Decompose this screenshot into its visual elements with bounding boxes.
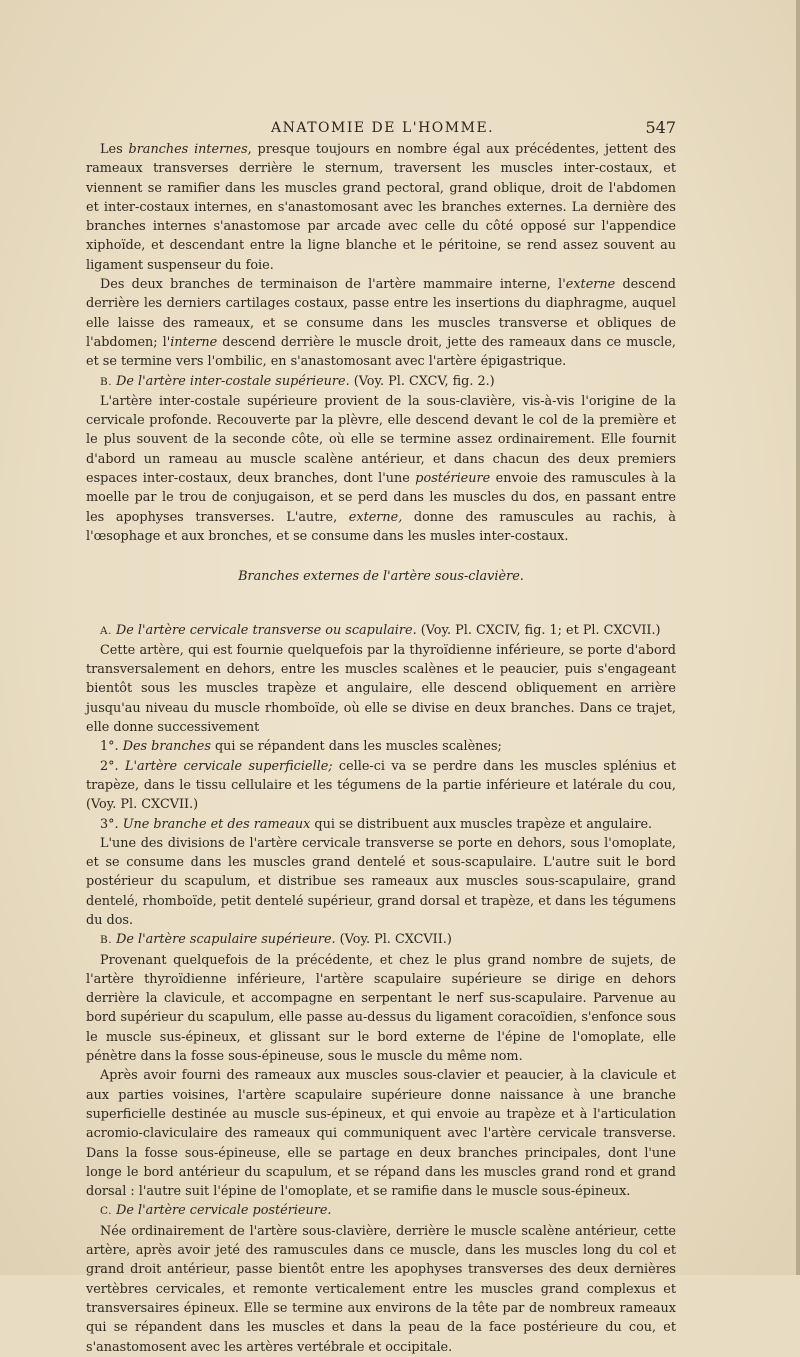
list-item-1 <box>86 737 676 756</box>
paragraph-cervicale-transverse <box>86 641 676 737</box>
text-run: qui se répandent dans les muscles scalènes; <box>210 739 502 755</box>
page-header <box>86 120 676 140</box>
list-number: 3°. <box>100 816 123 832</box>
list-item-2 <box>86 757 676 815</box>
paragraph-branches-internes <box>86 140 676 275</box>
paragraph-scapulaire-rameaux <box>86 1066 676 1201</box>
text-run: donne des ramuscules au rachis, à l'œsophage et aux bronches, et se consume dans les musles inter-costaux. <box>86 509 676 544</box>
subheading-cervicale-posterieure <box>86 1201 676 1221</box>
italic-term: Des branches <box>122 739 211 755</box>
text-run: descend derrière les derniers cartilages costaux, passe entre les insertions du diaphragme, auquel elle laisse des rameaux, et se consume dans les muscles transverse et obliques de l'abdomen; l' <box>86 277 676 350</box>
text-run: celle-ci va se perdre dans les muscles splénius et trapèze, dans le tissu cellulaire et les tégumens de la partie inférieure et latérale du cou, (Voy. Pl. CXCVII.) <box>86 758 676 813</box>
subheading-label: A. <box>100 624 112 637</box>
running-title: ANATOMIE DE L'HOMME. <box>271 120 495 136</box>
text-run: Après avoir fourni des rameaux aux muscles sous-clavier et peaucier, à la clavicule et aux parties voisines, l'artère scapulaire supérieure donne naissance à une branche superficielle destinée au muscle sus-épineux, et qui envoie au trapèze et à l'articulation acromio-claviculaire des rameaux qui communiquent avec l'artère cervicale transverse. Dans la fosse sous-épineuse, elle se partage en deux branches principales, dont l'une longe le bord antérieur du scapulum, et se répand dans les muscles grand rond et grand dorsal : l'autre suit l'épine de l'omoplate, et se ramifie dans le muscle sous-épineux. <box>86 1068 676 1200</box>
subheading-title: De l'artère cervicale postérieure. <box>116 1203 332 1219</box>
paragraph-cervicale-posterieure <box>86 1222 676 1357</box>
text-run: , presque toujours en nombre égal aux précédentes, jettent des rameaux transverses derrière le sternum, traversent les muscles inter-costaux, et viennent se ramifier dans les muscles grand pectoral, grand oblique, droit de l'abdomen et inter-costaux internes, en s'anastomosant avec les branches externes. La dernière des branches internes s'anastomose par arcade avec celle du côté opposé sur l'appendice xiphoïde, et descendant entre la ligne blanche et le péritoine, se rend assez souvent au ligament suspenseur du foie. <box>86 142 676 273</box>
list-number: 1°. <box>100 739 123 755</box>
text-run: Cette artère, qui est fournie quelquefois par la thyroïdienne inférieure, se porte d'abord transversalement en dehors, entre les muscles scalènes et le peaucier, puis s'engageant bientôt sous les muscles trapèze et angulaire, elle descend obliquement en arrière jusqu'au niveau du muscle rhomboïde, où elle se divise en deux branches. Dans ce trajet, elle donne successivement <box>86 642 676 736</box>
subheading-title: De l'artère inter-costale supérieure. <box>116 373 350 389</box>
italic-term: L'artère cervicale superficielle; <box>124 758 333 774</box>
subheading-title: De l'artère scapulaire supérieure. <box>116 932 336 948</box>
subheading-scapulaire-superieure <box>86 930 676 950</box>
text-run: Des deux branches de terminaison de l'artère mammaire interne, l' <box>100 277 566 293</box>
paragraph-branches-terminaison <box>86 275 676 371</box>
plate-reference: (Voy. Pl. CXCVII.) <box>335 932 452 948</box>
text-run: Les <box>100 142 129 157</box>
list-item-3 <box>86 815 676 834</box>
list-number: 2°. <box>100 758 125 774</box>
italic-term: Une branche et des rameaux <box>122 816 311 832</box>
italic-term: externe, <box>348 509 403 525</box>
subheading-label: B. <box>100 375 113 388</box>
subheading-cervicale-transverse <box>86 621 676 641</box>
subheading-title: De l'artère cervicale transverse ou scapulaire. <box>116 622 417 638</box>
subheading-inter-costale <box>86 372 676 392</box>
text-run: envoie des ramuscules à la moelle par le trou de conjugaison, et se perd dans les muscles du dos, en passant entre les apophyses transverses. L'autre, <box>86 471 676 525</box>
paragraph-scapulaire-origine <box>86 951 676 1067</box>
text-run: L'artère inter-costale supérieure provient de la sous-clavière, vis-à-vis l'origine de la cervicale profonde. Recouverte par la plèvre, elle descend devant le col de la première et le plus souvent de la seconde côte, où elle se termine assez ordinairement. Elle fournit d'abord un rameau au muscle scalène antérieur, et dans chacun des deux premiers espaces inter-costaux, deux branches, dont l'une <box>86 393 676 487</box>
italic-term: branches internes <box>128 142 248 157</box>
text-run: Provenant quelquefois de la précédente, et chez le plus grand nombre de sujets, de l'artère thyroïdienne inférieure, l'artère scapulaire supérieure se dirige en dehors derrière la clavicule, et accompagne en serpentant le nerf sus-scapulaire. Parvenue au bord supérieur du scapulum, elle passe au-dessus du ligament coracoïdien, s'enfonce sous le muscle sus-épineux, et glissant sur le bord externe de l'épine de l'omoplate, elle pénètre dans la fosse sous-épineuse, sous le muscle du même nom. <box>86 952 676 1065</box>
section-heading: Branches externes de l'artère sous-clavière. <box>238 569 524 585</box>
italic-term: externe <box>565 277 616 293</box>
text-run: qui se distribuent aux muscles trapèze et angulaire. <box>310 816 653 832</box>
page-edge <box>796 0 800 1275</box>
plate-reference: (Voy. Pl. CXCIV, fig. 1; et Pl. CXCVII.) <box>416 622 661 638</box>
text-run: L'une des divisions de l'artère cervicale transverse se porte en dehors, sous l'omoplate, et se consume dans les muscles grand dentelé et sous-scapulaire. L'autre suit le bord postérieur du scapulum, et distribue ses rameaux aux muscles sous-scapulaire, grand dentelé, rhomboïde, petit dentelé supérieur, grand dorsal et trapèze, et dans les tégumens du dos. <box>86 835 676 928</box>
italic-term: interne <box>170 334 218 350</box>
subheading-label: B. <box>100 934 113 947</box>
body-text <box>86 140 676 1357</box>
page-number: 547 <box>645 118 676 137</box>
text-run: descend derrière le muscle droit, jette des rameaux dans ce muscle, et se termine vers l'ombilic, en s'anastomosant avec l'artère épigastrique. <box>86 334 676 370</box>
subheading-label: C. <box>100 1205 112 1218</box>
paragraph-inter-costale <box>86 392 676 546</box>
italic-term: postérieure <box>415 471 491 487</box>
text-run: Née ordinairement de l'artère sous-clavière, derrière le muscle scalène antérieur, cette artère, après avoir jeté des ramuscules dans ce muscle, dans les muscles long du col et grand droit antérieur, passe bientôt entre les apophyses transverses des deux dernières vertèbres cervicales, et remonte verticalement entre les muscles grand complexus et transversaires épineux. Elle se termine aux environs de la tête par de nombreux rameaux qui se répandent dans les muscles et dans la peau de la face postérieure du cou, et s'anastomosent avec les artères vertébrale et occipitale. <box>86 1223 676 1355</box>
plate-reference: (Voy. Pl. CXCV, fig. 2.) <box>349 373 495 389</box>
paragraph-divisions <box>86 834 676 930</box>
